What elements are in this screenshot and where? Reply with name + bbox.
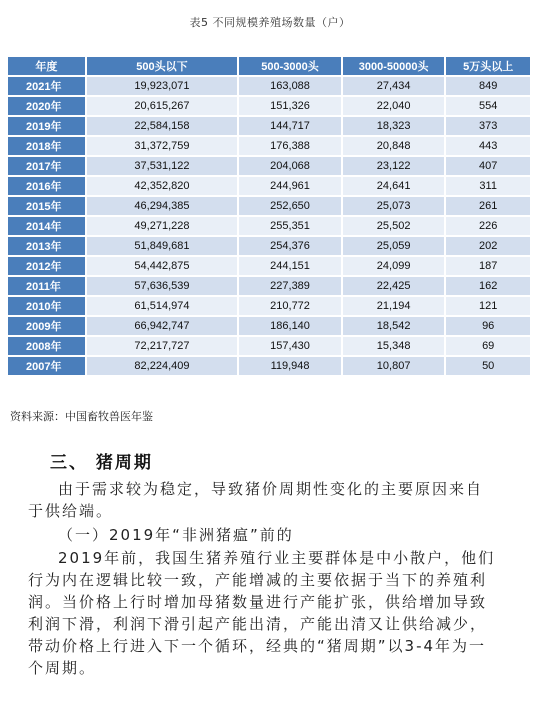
value-cell: 82,224,409 <box>87 357 237 375</box>
subsection-heading: （一）2019年“非洲猪瘟”前的 <box>58 526 294 544</box>
value-cell: 554 <box>446 97 530 115</box>
value-cell: 72,217,727 <box>87 337 237 355</box>
table-row <box>8 137 530 155</box>
value-cell: 18,323 <box>343 117 444 135</box>
value-cell: 24,099 <box>343 257 444 275</box>
value-cell: 227,389 <box>239 277 341 295</box>
year-cell: 2015年 <box>8 197 85 215</box>
value-cell: 119,948 <box>239 357 341 375</box>
value-cell: 187 <box>446 257 530 275</box>
table-row <box>8 77 530 95</box>
year-cell: 2011年 <box>8 277 85 295</box>
table-row <box>8 97 530 115</box>
value-cell: 849 <box>446 77 530 95</box>
table-row <box>8 257 530 275</box>
value-cell: 24,641 <box>343 177 444 195</box>
value-cell: 151,326 <box>239 97 341 115</box>
value-cell: 25,059 <box>343 237 444 255</box>
table-row <box>8 157 530 175</box>
header-500-3000: 500-3000头 <box>239 57 341 75</box>
value-cell: 244,151 <box>239 257 341 275</box>
value-cell: 31,372,759 <box>87 137 237 155</box>
value-cell: 373 <box>446 117 530 135</box>
value-cell: 22,425 <box>343 277 444 295</box>
table-caption: 表5 不同规模养殖场数量（户） <box>189 16 351 29</box>
value-cell: 157,430 <box>239 337 341 355</box>
table-row <box>8 217 530 235</box>
header-under-500: 500头以下 <box>87 57 237 75</box>
value-cell: 22,584,158 <box>87 117 237 135</box>
value-cell: 204,068 <box>239 157 341 175</box>
value-cell: 21,194 <box>343 297 444 315</box>
value-cell: 57,636,539 <box>87 277 237 295</box>
value-cell: 407 <box>446 157 530 175</box>
value-cell: 226 <box>446 217 530 235</box>
value-cell: 121 <box>446 297 530 315</box>
value-cell: 66,942,747 <box>87 317 237 335</box>
year-cell: 2021年 <box>8 77 85 95</box>
table-row <box>8 277 530 295</box>
value-cell: 144,717 <box>239 117 341 135</box>
value-cell: 54,442,875 <box>87 257 237 275</box>
value-cell: 69 <box>446 337 530 355</box>
value-cell: 25,502 <box>343 217 444 235</box>
value-cell: 311 <box>446 177 530 195</box>
value-cell: 244,961 <box>239 177 341 195</box>
value-cell: 162 <box>446 277 530 295</box>
table-row <box>8 117 530 135</box>
header-over-50000: 5万头以上 <box>446 57 530 75</box>
value-cell: 176,388 <box>239 137 341 155</box>
table-row <box>8 337 530 355</box>
value-cell: 46,294,385 <box>87 197 237 215</box>
value-cell: 51,849,681 <box>87 237 237 255</box>
value-cell: 23,122 <box>343 157 444 175</box>
value-cell: 210,772 <box>239 297 341 315</box>
year-cell: 2008年 <box>8 337 85 355</box>
value-cell: 20,615,267 <box>87 97 237 115</box>
year-cell: 2017年 <box>8 157 85 175</box>
year-cell: 2019年 <box>8 117 85 135</box>
year-cell: 2014年 <box>8 217 85 235</box>
value-cell: 18,542 <box>343 317 444 335</box>
value-cell: 19,923,071 <box>87 77 237 95</box>
year-cell: 2018年 <box>8 137 85 155</box>
table-row <box>8 317 530 335</box>
year-cell: 2007年 <box>8 357 85 375</box>
value-cell: 27,434 <box>343 77 444 95</box>
header-year: 年度 <box>8 57 85 75</box>
value-cell: 61,514,974 <box>87 297 237 315</box>
value-cell: 252,650 <box>239 197 341 215</box>
value-cell: 261 <box>446 197 530 215</box>
value-cell: 443 <box>446 137 530 155</box>
value-cell: 42,352,820 <box>87 177 237 195</box>
value-cell: 10,807 <box>343 357 444 375</box>
value-cell: 25,073 <box>343 197 444 215</box>
data-source-note: 资料来源：中国畜牧兽医年鉴 <box>10 410 153 423</box>
table-row <box>8 197 530 215</box>
year-cell: 2012年 <box>8 257 85 275</box>
table-row <box>8 177 530 195</box>
value-cell: 255,351 <box>239 217 341 235</box>
header-3000-50000: 3000-50000头 <box>343 57 444 75</box>
year-cell: 2016年 <box>8 177 85 195</box>
value-cell: 20,848 <box>343 137 444 155</box>
year-cell: 2010年 <box>8 297 85 315</box>
value-cell: 49,271,228 <box>87 217 237 235</box>
section-heading: 三、 猪周期 <box>50 453 153 473</box>
value-cell: 96 <box>446 317 530 335</box>
year-cell: 2013年 <box>8 237 85 255</box>
paragraph-pig-cycle: 2019年前，我国生猪养殖行业主要群体是中小散户，他们行为内在逻辑比较一致，产能增减的主要依据于当下的养殖利润。当价格上行时增加母猪数量进行产能扩张，供给增加导致利润下滑，利润下滑引起产能出清，产能出清又让供给减少，带动价格上行进入下一个循环，经典的“猪周期”以3-4年为一个周期。 <box>28 549 496 677</box>
value-cell: 50 <box>446 357 530 375</box>
value-cell: 254,376 <box>239 237 341 255</box>
value-cell: 163,088 <box>239 77 341 95</box>
value-cell: 15,348 <box>343 337 444 355</box>
value-cell: 202 <box>446 237 530 255</box>
table-row <box>8 237 530 255</box>
table-row <box>8 357 530 375</box>
year-cell: 2009年 <box>8 317 85 335</box>
farm-count-table <box>6 55 532 377</box>
table-row <box>8 297 530 315</box>
table-header-row <box>8 57 530 75</box>
value-cell: 186,140 <box>239 317 341 335</box>
year-cell: 2020年 <box>8 97 85 115</box>
value-cell: 37,531,122 <box>87 157 237 175</box>
value-cell: 22,040 <box>343 97 444 115</box>
paragraph-supply: 由于需求较为稳定，导致猪价周期性变化的主要原因来自于供给端。 <box>28 480 484 520</box>
